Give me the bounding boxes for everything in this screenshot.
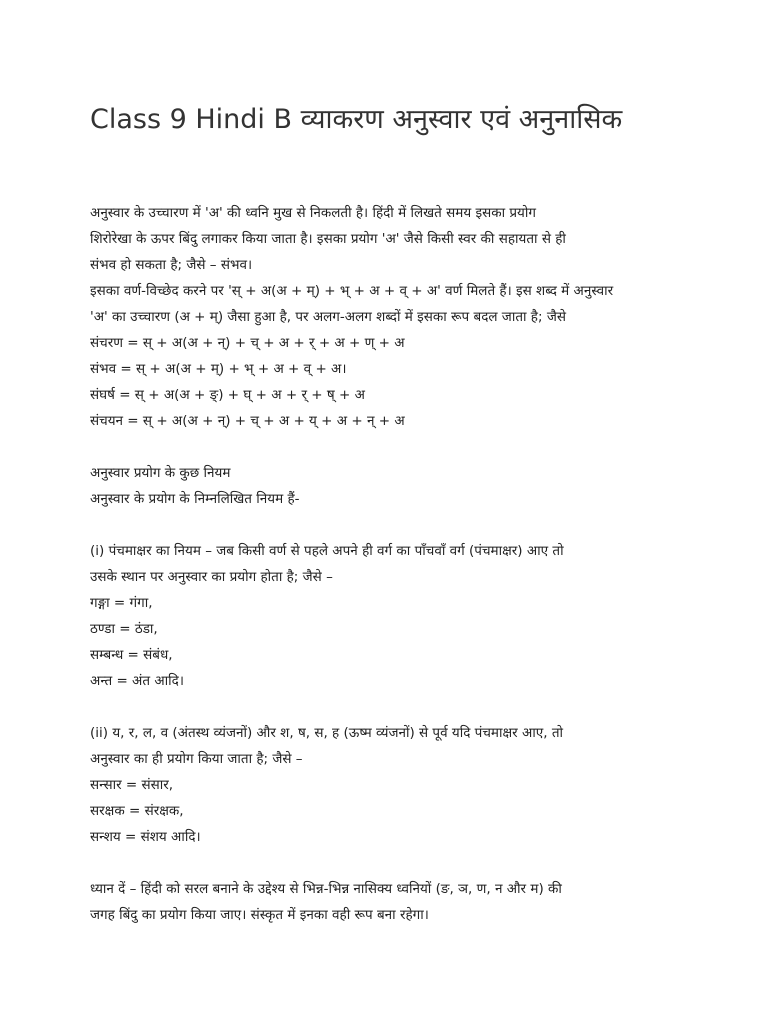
paragraph-rule-2 [90,720,690,850]
section-heading: अनुस्वार प्रयोग के कुछ नियम [90,465,231,481]
example-line: ठण्डा = ठंडा, [90,621,158,637]
example-line: सन्सार = संसार, [90,777,174,793]
example-line: संभव = स् + अ(अ + म्) + भ् + अ + व् + अ। [90,361,347,377]
example-line: सरक्षक = संरक्षक, [90,803,184,819]
text-line: 'अ' का उच्चारण (अ + म्) जैसा हुआ है, पर अलग-अलग शब्दों में इसका रूप बदल जाता है; जैसे [90,309,566,325]
document-body [90,200,690,928]
example-line: संघर्ष = स् + अ(अ + ङ्) + घ् + अ + र् + ष् + अ [90,387,365,403]
example-line: अन्त = अंत आदि। [90,673,184,689]
text-line: अनुस्वार का ही प्रयोग किया जाता है; जैसे – [90,751,303,767]
text-line: शिरोरेखा के ऊपर बिंदु लगाकर किया जाता है। इसका प्रयोग 'अ' जैसे किसी स्वर की सहायता से ही [90,231,566,247]
text-line: ध्यान दें – हिंदी को सरल बनाने के उद्देश्य से भिन्न-भिन्न नासिक्य ध्वनियों (ङ, ञ, ण, न और म) की [90,881,562,897]
text-line: उसके स्थान पर अनुस्वार का प्रयोग होता है; जैसे – [90,569,333,585]
text-line: अनुस्वार के प्रयोग के निम्नलिखित नियम हैं- [90,491,300,507]
spacer [90,434,690,460]
text-line: (i) पंचमाक्षर का नियम – जब किसी वर्ण से पहले अपने ही वर्ग का पाँचवाँ वर्ग (पंचमाक्षर) आए तो [90,543,564,559]
example-line: सन्शय = संशय आदि। [90,829,201,845]
text-line: अनुस्वार के उच्चारण में 'अ' की ध्वनि मुख से निकलती है। हिंदी में लिखते समय इसका प्रयोग [90,205,536,221]
paragraph-rule-1 [90,538,690,694]
text-line: जगह बिंदु का प्रयोग किया जाए। संस्कृत में इनका वही रूप बना रहेगा। [90,907,429,923]
document-page [90,100,690,928]
spacer [90,850,690,876]
page-title: Class 9 Hindi B व्याकरण अनुस्वार एवं अनुनासिक [90,104,623,135]
spacer [90,694,690,720]
paragraph-rules-heading [90,460,690,512]
paragraph-intro [90,200,690,434]
text-line: संभव हो सकता है; जैसे – संभव। [90,257,253,273]
paragraph-note [90,876,690,928]
spacer [90,512,690,538]
text-line: (ii) य, र, ल, व (अंतस्थ व्यंजनों) और श, ष, स, ह (ऊष्म व्यंजनों) से पूर्व यदि पंचमाक्षर आए, तो [90,725,564,741]
example-line: संचरण = स् + अ(अ + न्) + च् + अ + र् + अ + ण् + अ [90,335,405,351]
example-line: सम्बन्ध = संबंध, [90,647,173,663]
example-line: संचयन = स् + अ(अ + न्) + च् + अ + य् + अ + न् + अ [90,413,405,429]
example-line: गङ्गा = गंगा, [90,595,153,611]
text-line: इसका वर्ण-विच्छेद करने पर 'स् + अ(अ + म्) + भ् + अ + व् + अ' वर्ण मिलते हैं। इस शब्द में अनुस्वार [90,283,614,299]
